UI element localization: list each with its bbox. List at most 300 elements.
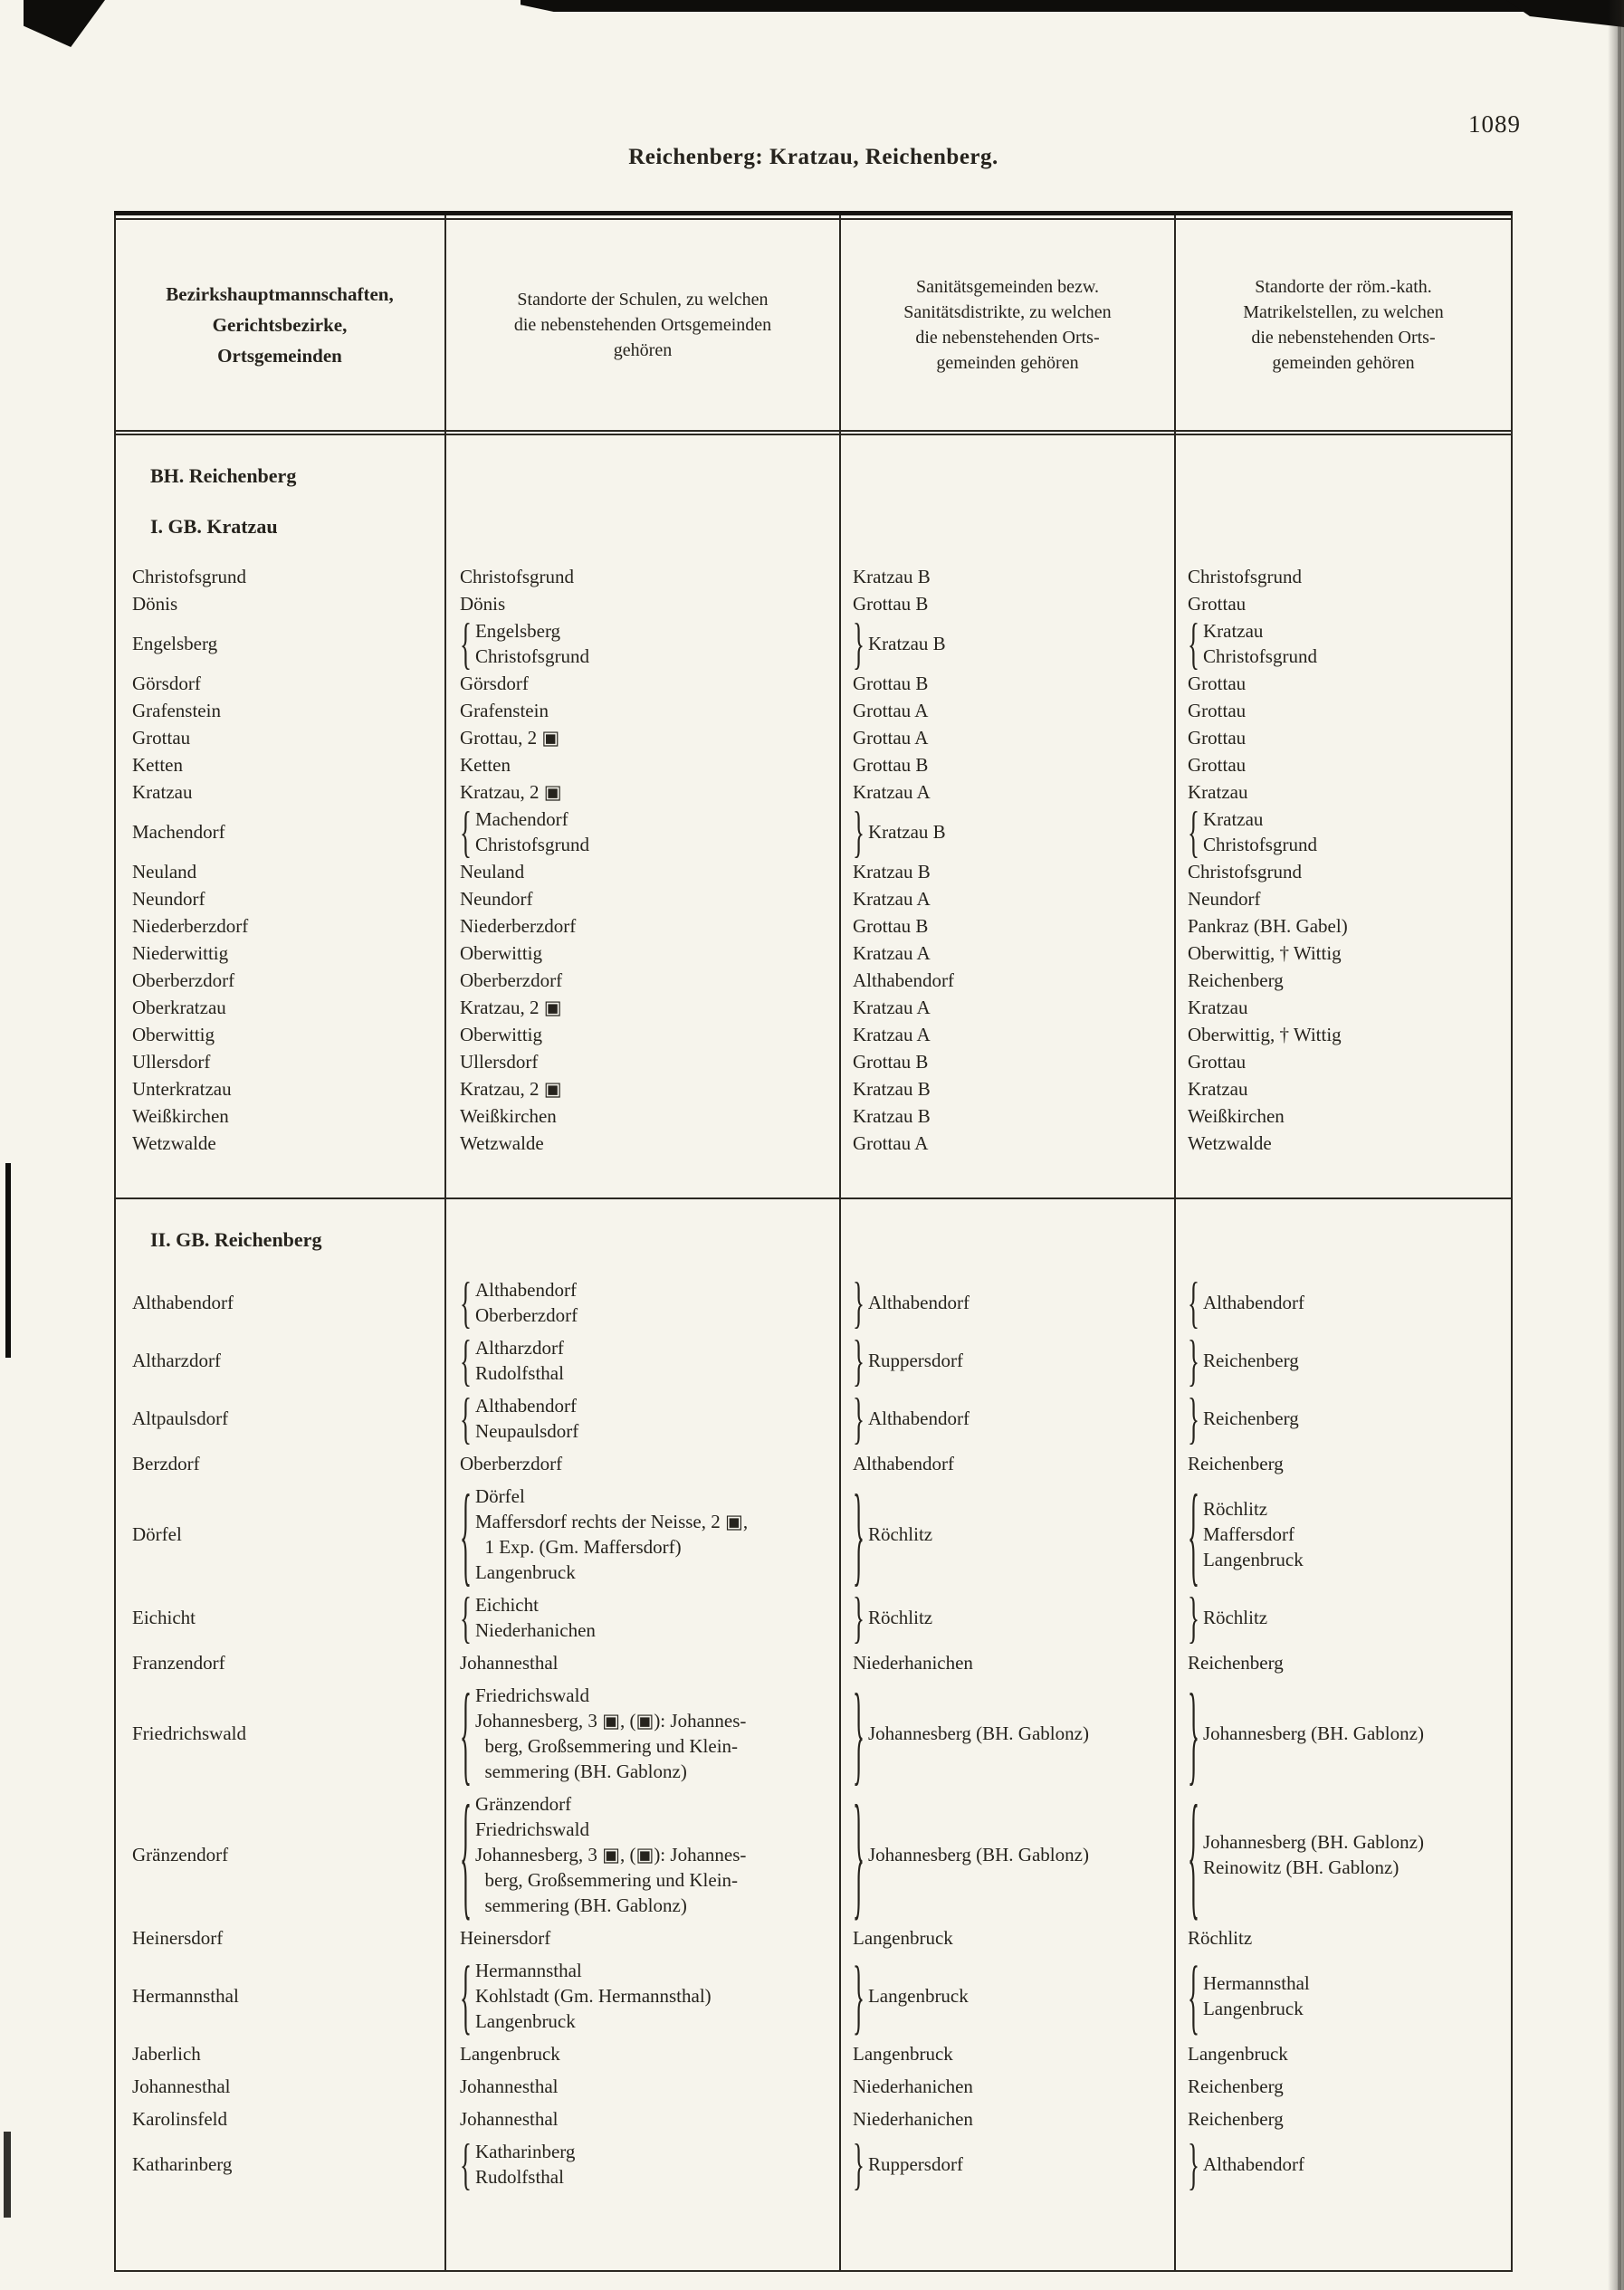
cell-line: Langenbruck: [853, 1927, 953, 1949]
row-cell-ortsgemeinde: [114, 1022, 445, 1047]
right-brace: }: [853, 1776, 865, 1933]
cell-line: Kratzau: [1202, 620, 1264, 642]
cell-line: Althabendorf: [474, 1279, 577, 1301]
brace-lines: [1203, 806, 1317, 857]
brace-group: [1188, 1671, 1512, 1796]
left-brace: {: [460, 800, 472, 864]
row-cell-matrikel: [1175, 1472, 1512, 1597]
row-cell-sanitaet: [840, 995, 1175, 1020]
left-brace: {: [1188, 800, 1199, 864]
cell-line: Altharzdorf: [132, 1350, 221, 1371]
table-row: [114, 671, 1513, 696]
row-cell-schulen: [445, 1586, 840, 1649]
row-cell-schulen: [445, 564, 840, 589]
cell-line: Kratzau B: [853, 566, 931, 587]
cell-line: Pankraz (BH. Gabel): [1188, 915, 1348, 937]
table-row: [114, 886, 1513, 911]
row-cell-matrikel: [1175, 1925, 1512, 1951]
cell-line: Hermannsthal: [474, 1960, 582, 1981]
brace-group: [853, 1472, 1175, 1597]
row-cell-sanitaet: [840, 2133, 1175, 2196]
brace-group: [460, 2133, 840, 2196]
left-brace: {: [460, 1329, 472, 1392]
left-brace: {: [1188, 1949, 1199, 2043]
left-brace: {: [1188, 1776, 1199, 1933]
table-row: [114, 940, 1513, 966]
brace-lines: [475, 1592, 596, 1643]
left-brace: {: [460, 2133, 472, 2196]
row-cell-ortsgemeinde: [114, 1348, 445, 1373]
row-cell-sanitaet: [840, 1387, 1175, 1450]
cell-line: Neuland: [460, 861, 525, 883]
table-row: [114, 564, 1513, 589]
cell-line: Wetzwalde: [460, 1132, 544, 1154]
cell-line: Kratzau, 2 ▣: [460, 997, 562, 1018]
brace-group: [853, 1271, 1175, 1334]
row-cell-matrikel: [1175, 1271, 1512, 1334]
row-cell-ortsgemeinde: [114, 2041, 445, 2066]
cell-line: Friedrichswald: [474, 1818, 589, 1840]
right-brace: }: [1188, 2133, 1199, 2196]
column-header: [1175, 274, 1512, 376]
row-cell-sanitaet: [840, 1131, 1175, 1156]
row-cell-ortsgemeinde: [114, 1076, 445, 1102]
row-cell-schulen: [445, 968, 840, 993]
row-cell-ortsgemeinde: [114, 1842, 445, 1867]
cell-line: Johannesberg (BH. Gablonz): [1202, 1722, 1424, 1744]
brace-group: [460, 1671, 840, 1796]
cell-line: Kratzau A: [853, 942, 931, 964]
section-heading: I. GB. Kratzau: [150, 515, 278, 538]
row-cell-sanitaet: [840, 564, 1175, 589]
cell-line: Görsdorf: [460, 673, 529, 694]
cell-line: Langenbruck: [1202, 1998, 1304, 2019]
cell-line: Röchlitz: [1202, 1498, 1268, 1520]
cell-line: Johannesberg (BH. Gablonz): [867, 1722, 1089, 1744]
cell-line: Kratzau: [1188, 1078, 1248, 1100]
cell-line: Niederhanichen: [474, 1619, 596, 1641]
left-brace: {: [460, 1949, 472, 2043]
cell-line: Grottau A: [853, 727, 929, 749]
cell-line: Reichenberg: [1188, 1652, 1284, 1674]
row-cell-ortsgemeinde: [114, 725, 445, 750]
cell-line: berg, Großsemmering und Klein-: [474, 1735, 739, 1757]
row-cell-matrikel: [1175, 968, 1512, 993]
cell-line: Ullersdorf: [460, 1051, 539, 1073]
row-cell-sanitaet: [840, 698, 1175, 723]
left-brace: {: [460, 1586, 472, 1649]
cell-line: Kratzau B: [853, 1078, 931, 1100]
cell-line: Röchlitz: [1188, 1927, 1253, 1949]
row-cell-ortsgemeinde: [114, 1049, 445, 1074]
header-line: Ortsgemeinden: [217, 345, 342, 367]
table-row: [114, 725, 1513, 750]
right-brace: }: [853, 2133, 865, 2196]
brace-group: [853, 1776, 1175, 1933]
cell-line: Langenbruck: [867, 1985, 969, 2007]
brace-group: [853, 1949, 1175, 2043]
cell-line: Dönis: [460, 593, 506, 615]
cell-line: Christofsgrund: [474, 834, 589, 855]
cell-line: Kratzau B: [853, 861, 931, 883]
section-rows: [114, 564, 1513, 1156]
column-rule: [1511, 215, 1513, 2270]
cell-line: Johannesberg (BH. Gablonz): [1202, 1831, 1424, 1853]
header-line: Sanitätsdistrikte, zu welchen: [903, 302, 1112, 322]
cell-line: Johannesthal: [460, 1652, 559, 1674]
table-row: [114, 1925, 1513, 1951]
row-cell-schulen: [445, 859, 840, 884]
cell-line: Oberwittig: [460, 942, 542, 964]
cell-line: Oberkratzau: [132, 997, 226, 1018]
left-brace: {: [1188, 1472, 1199, 1597]
cell-line: Neundorf: [132, 888, 205, 910]
cell-line: Dörfel: [474, 1485, 525, 1507]
row-cell-schulen: [445, 1387, 840, 1450]
row-cell-ortsgemeinde: [114, 2074, 445, 2099]
table-header-row: [114, 220, 1513, 430]
cell-line: Ullersdorf: [132, 1051, 211, 1073]
brace-lines: [1203, 1829, 1424, 1880]
table-row: [114, 1949, 1513, 2043]
row-cell-schulen: [445, 1271, 840, 1334]
row-cell-sanitaet: [840, 800, 1175, 864]
brace-lines: [868, 1842, 1089, 1867]
row-cell-sanitaet: [840, 1329, 1175, 1392]
right-brace: }: [853, 612, 865, 675]
row-cell-schulen: [445, 1925, 840, 1951]
cell-line: Hermannsthal: [132, 1985, 239, 2007]
row-cell-schulen: [445, 1076, 840, 1102]
cell-line: Althabendorf: [867, 1292, 970, 1313]
brace-group: [853, 2133, 1175, 2196]
cell-line: Grottau: [1188, 673, 1247, 694]
row-cell-schulen: [445, 1022, 840, 1047]
brace-group: [460, 1387, 840, 1450]
row-cell-matrikel: [1175, 671, 1512, 696]
brace-lines: [1203, 1406, 1299, 1431]
cell-line: Machendorf: [132, 821, 225, 843]
right-brace: }: [853, 1387, 865, 1450]
column-header: [840, 274, 1175, 376]
row-cell-ortsgemeinde: [114, 671, 445, 696]
cell-line: Heinersdorf: [132, 1927, 224, 1949]
cell-line: Oberwittig: [132, 1024, 215, 1045]
cell-line: Kratzau A: [853, 781, 931, 803]
cell-line: Christofsgrund: [474, 645, 589, 667]
row-cell-ortsgemeinde: [114, 1650, 445, 1675]
brace-lines: [1203, 618, 1317, 669]
row-cell-matrikel: [1175, 995, 1512, 1020]
row-cell-sanitaet: [840, 671, 1175, 696]
cell-line: Görsdorf: [132, 673, 201, 694]
cell-line: Reichenberg: [1188, 2108, 1284, 2130]
cell-line: Gränzendorf: [132, 1844, 229, 1865]
brace-group: [1188, 1949, 1512, 2043]
row-cell-schulen: [445, 1671, 840, 1796]
row-cell-ortsgemeinde: [114, 591, 445, 616]
row-cell-schulen: [445, 1329, 840, 1392]
brace-lines: [868, 1522, 932, 1547]
left-brace: {: [460, 1671, 472, 1796]
header-line: gemeinden gehören: [1272, 353, 1415, 373]
cell-line: Röchlitz: [867, 1523, 933, 1545]
cell-line: Jaberlich: [132, 2043, 201, 2065]
cell-line: Berzdorf: [132, 1453, 200, 1474]
cell-line: Johannesthal: [460, 2108, 559, 2130]
table-row: [114, 1329, 1513, 1392]
row-cell-matrikel: [1175, 886, 1512, 911]
table-row: [114, 752, 1513, 778]
left-brace: {: [1188, 612, 1199, 675]
cell-line: Friedrichswald: [474, 1684, 589, 1706]
cell-line: Unterkratzau: [132, 1078, 232, 1100]
cell-line: Johannesberg (BH. Gablonz): [867, 1844, 1089, 1865]
right-brace: }: [1188, 1329, 1199, 1392]
cell-line: Neundorf: [460, 888, 533, 910]
row-cell-matrikel: [1175, 752, 1512, 778]
header-line: Bezirkshauptmannschaften,: [166, 283, 394, 305]
cell-line: Ruppersdorf: [867, 2153, 963, 2175]
brace-group: [460, 612, 840, 675]
cell-line: Ruppersdorf: [867, 1350, 963, 1371]
row-cell-ortsgemeinde: [114, 631, 445, 656]
table-row: [114, 1472, 1513, 1597]
cell-line: Friedrichswald: [132, 1722, 246, 1744]
cell-line: Oberwittig, † Wittig: [1188, 1024, 1342, 1045]
row-cell-matrikel: [1175, 1949, 1512, 2043]
row-cell-matrikel: [1175, 698, 1512, 723]
brace-lines: [868, 819, 946, 844]
cell-line: Oberberzdorf: [460, 969, 563, 991]
cell-line: Kratzau B: [867, 821, 946, 843]
cell-line: Niederwittig: [132, 942, 229, 964]
row-cell-ortsgemeinde: [114, 698, 445, 723]
brace-group: [1188, 1472, 1512, 1597]
row-cell-schulen: [445, 752, 840, 778]
section-headings: [150, 463, 1513, 540]
row-cell-matrikel: [1175, 859, 1512, 884]
brace-group: [1188, 800, 1512, 864]
row-cell-ortsgemeinde: [114, 886, 445, 911]
right-brace: }: [1188, 1671, 1199, 1796]
row-cell-sanitaet: [840, 1949, 1175, 2043]
left-brace: {: [460, 1472, 472, 1597]
header-line: Gerichtsbezirke,: [212, 314, 348, 336]
table-row: [114, 995, 1513, 1020]
column-rule: [1174, 215, 1176, 2270]
brace-group: [460, 1586, 840, 1649]
row-cell-sanitaet: [840, 2074, 1175, 2099]
table-row: [114, 779, 1513, 805]
row-cell-sanitaet: [840, 1271, 1175, 1334]
cell-line: Oberberzdorf: [460, 1453, 563, 1474]
row-cell-schulen: [445, 2106, 840, 2132]
cell-line: Langenbruck: [460, 2043, 560, 2065]
row-cell-schulen: [445, 698, 840, 723]
cell-line: Neuland: [132, 861, 197, 883]
row-cell-ortsgemeinde: [114, 1522, 445, 1547]
left-brace: {: [460, 1271, 472, 1334]
cell-line: Gränzendorf: [474, 1793, 572, 1815]
row-cell-sanitaet: [840, 1586, 1175, 1649]
brace-lines: [1203, 1348, 1299, 1373]
cell-line: Reichenberg: [1188, 1453, 1284, 1474]
cell-line: semmering (BH. Gablonz): [474, 1894, 687, 1916]
row-cell-sanitaet: [840, 612, 1175, 675]
right-brace: }: [853, 1271, 865, 1334]
cell-line: Kratzau: [132, 781, 193, 803]
cell-line: Reichenberg: [1188, 2075, 1284, 2097]
right-brace: }: [853, 1329, 865, 1392]
row-cell-schulen: [445, 612, 840, 675]
brace-lines: [868, 1605, 932, 1630]
row-cell-matrikel: [1175, 612, 1512, 675]
table-row: [114, 800, 1513, 864]
header-line: die nebenstehenden Orts-: [915, 328, 1100, 348]
row-cell-sanitaet: [840, 1650, 1175, 1675]
cell-line: Niederberzdorf: [132, 915, 249, 937]
row-cell-matrikel: [1175, 1586, 1512, 1649]
cell-line: Wetzwalde: [132, 1132, 216, 1154]
scan-artifact-left-mark: [4, 2132, 11, 2218]
scan-artifact-right-line: [1618, 0, 1621, 2290]
row-cell-matrikel: [1175, 940, 1512, 966]
row-cell-schulen: [445, 779, 840, 805]
table-row: [114, 1076, 1513, 1102]
row-cell-schulen: [445, 1776, 840, 1933]
row-cell-matrikel: [1175, 2106, 1512, 2132]
cell-line: Christofsgrund: [1202, 834, 1317, 855]
right-brace: }: [853, 800, 865, 864]
row-cell-ortsgemeinde: [114, 1605, 445, 1630]
brace-group: [1188, 1776, 1512, 1933]
row-cell-matrikel: [1175, 1451, 1512, 1476]
row-cell-schulen: [445, 2074, 840, 2099]
row-cell-ortsgemeinde: [114, 1925, 445, 1951]
cell-line: Langenbruck: [474, 1561, 576, 1583]
row-cell-matrikel: [1175, 591, 1512, 616]
section-rows: [114, 1271, 1513, 2196]
row-cell-matrikel: [1175, 800, 1512, 864]
brace-group: [853, 1329, 1175, 1392]
table-row: [114, 2133, 1513, 2196]
row-cell-matrikel: [1175, 2041, 1512, 2066]
brace-lines: [475, 806, 589, 857]
row-cell-matrikel: [1175, 725, 1512, 750]
cell-line: Langenbruck: [853, 2043, 953, 2065]
brace-lines: [868, 1290, 970, 1315]
cell-line: Grottau A: [853, 700, 929, 721]
cell-line: Kratzau B: [853, 1105, 931, 1127]
row-cell-ortsgemeinde: [114, 1406, 445, 1431]
table-row: [114, 1586, 1513, 1649]
cell-line: Oberwittig, † Wittig: [1188, 942, 1342, 964]
cell-line: Grottau: [1188, 1051, 1247, 1073]
cell-line: Niederberzdorf: [460, 915, 577, 937]
row-cell-ortsgemeinde: [114, 968, 445, 993]
brace-lines: [868, 1721, 1089, 1746]
right-brace: }: [1188, 1586, 1199, 1649]
brace-lines: [1203, 1290, 1304, 1315]
table-body: [114, 463, 1513, 2196]
table-row: [114, 1671, 1513, 1796]
table-row: [114, 913, 1513, 939]
section-divider: [114, 1197, 1513, 1199]
cell-line: Langenbruck: [1188, 2043, 1288, 2065]
cell-line: Althabendorf: [1202, 2153, 1304, 2175]
cell-line: 1 Exp. (Gm. Maffersdorf): [474, 1536, 682, 1558]
brace-lines: [475, 1958, 712, 2034]
row-cell-sanitaet: [840, 1472, 1175, 1597]
right-brace: }: [1188, 1387, 1199, 1450]
column-header: [445, 287, 840, 363]
row-cell-sanitaet: [840, 1451, 1175, 1476]
cell-line: Reinowitz (BH. Gablonz): [1202, 1856, 1400, 1878]
cell-line: Althabendorf: [853, 1453, 954, 1474]
table-row: [114, 2041, 1513, 2066]
column-rule: [839, 215, 841, 2270]
page-number: 1089: [1468, 110, 1521, 138]
cell-line: Machendorf: [474, 808, 568, 830]
cell-line: Johannesthal: [132, 2075, 231, 2097]
cell-line: Grottau: [132, 727, 191, 749]
cell-line: Dörfel: [132, 1523, 182, 1545]
brace-lines: [1203, 1721, 1424, 1746]
row-cell-schulen: [445, 1650, 840, 1675]
table-row: [114, 1451, 1513, 1476]
row-cell-sanitaet: [840, 1103, 1175, 1129]
scan-artifact-right-shadow: [1608, 0, 1624, 2290]
table-row: [114, 2074, 1513, 2099]
header-line: die nebenstehenden Ortsgemeinden: [513, 315, 772, 335]
table-row: [114, 698, 1513, 723]
row-cell-ortsgemeinde: [114, 752, 445, 778]
brace-lines: [868, 2152, 963, 2177]
row-cell-schulen: [445, 913, 840, 939]
cell-line: Grottau: [1188, 700, 1247, 721]
brace-group: [1188, 1586, 1512, 1649]
cell-line: Johannesthal: [460, 2075, 559, 2097]
cell-line: Johannesberg, 3 ▣, (▣): Johannes-: [474, 1844, 747, 1865]
gazetteer-table: [114, 211, 1513, 2272]
cell-line: Grafenstein: [132, 700, 221, 721]
header-double-rule: [114, 430, 1513, 435]
cell-line: Maffersdorf: [1202, 1523, 1295, 1545]
row-cell-ortsgemeinde: [114, 779, 445, 805]
cell-line: Althabendorf: [853, 969, 954, 991]
row-cell-matrikel: [1175, 1049, 1512, 1074]
cell-line: Kratzau A: [853, 888, 931, 910]
row-cell-matrikel: [1175, 1103, 1512, 1129]
cell-line: Grottau B: [853, 915, 929, 937]
cell-line: Christofsgrund: [1202, 645, 1317, 667]
row-cell-schulen: [445, 2041, 840, 2066]
scan-artifact-left-mark: [5, 1163, 11, 1358]
cell-line: Altharzdorf: [474, 1337, 564, 1359]
row-cell-matrikel: [1175, 913, 1512, 939]
row-cell-matrikel: [1175, 1329, 1512, 1392]
scan-artifact-top-right: [1506, 0, 1624, 27]
cell-line: Katharinberg: [474, 2141, 576, 2162]
brace-group: [853, 800, 1175, 864]
cell-line: Althabendorf: [132, 1292, 234, 1313]
cell-line: Neundorf: [1188, 888, 1261, 910]
header-line: gehören: [613, 340, 673, 360]
brace-lines: [868, 1406, 970, 1431]
cell-line: Wetzwalde: [1188, 1132, 1272, 1154]
cell-line: Christofsgrund: [1188, 566, 1302, 587]
